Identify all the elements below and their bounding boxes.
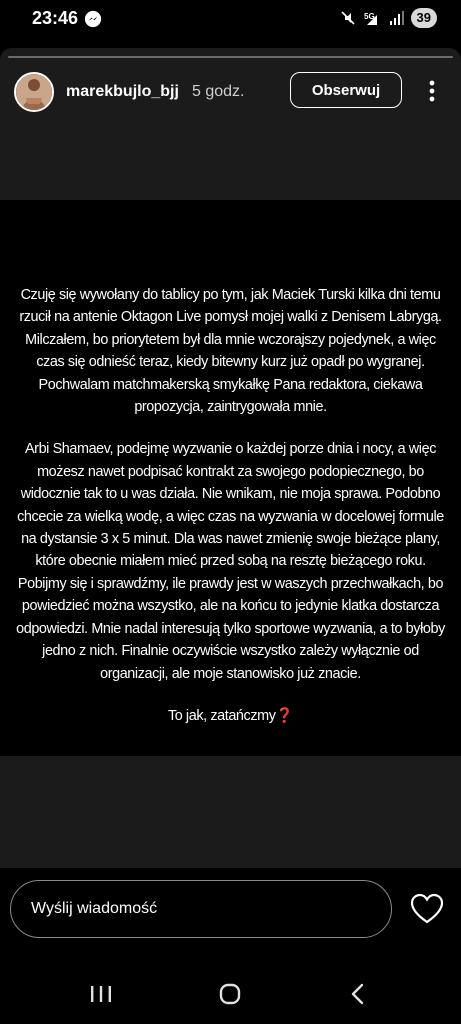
story-card xyxy=(0,48,461,968)
status-icons xyxy=(339,8,437,28)
back-icon[interactable] xyxy=(344,982,372,1006)
story-closing-line xyxy=(12,705,449,727)
story-paragraph-2: Arbi Shamaev, podejmę wyzwanie o każdej porze dnia i nocy, a więc możesz nawet podpisać kontrakt za swojego podopiecznego, bo widocznie tak to u was działa. Nie wnikam, nie moja sprawa. Podobno chcecie za wielką wodę, a więc czas na wyzwania w docelowej formule na dystansie 3 x 5 minut. Dla was nawet zmienię swoje bieżące plany, które obecnie miałem mieć przed sobą na resztę bieżącego roku. Pobijmy się i sprawdźmy, ile prawdy jest w waszych przechwałkach, bo powiedzieć można wszystko, ale na końcu to jedynie klatka dostarcza odpowiedzi. Mnie nadal interesują tylko sportowe wyzwania, a to byłoby jedno z nich. Finalnie oczywiście wszystko zależy wyłącznie od organizacji, ale moje stanowisko już znacie. xyxy=(16,441,445,682)
avatar[interactable] xyxy=(14,72,54,112)
recent-apps-icon[interactable] xyxy=(87,982,115,1006)
battery-indicator: 39 xyxy=(411,8,437,28)
messenger-icon xyxy=(84,10,102,28)
closing-text: To jak, zatańczmy xyxy=(167,707,276,724)
mute-icon xyxy=(339,9,357,27)
status-bar xyxy=(0,0,461,40)
story-text-panel xyxy=(0,200,461,756)
story-paragraph-1: Czuję się wywołany do tablicy po tym, jak Maciek Turski kilka dni temu rzucił na antenie Oktagon Live pomysł mojej walki z Denisem Labrygą. Milczałem, bo priorytetem był dla mnie wczorajszy pojedynek, a więc czas się odnieść teraz, kiedy bitewny kurz już opadł po wygranej. Pochwalam matchmakerską smykałkę Pana redaktora, ciekawa propozycja, zaintrygowała mnie. xyxy=(19,287,442,416)
svg-text:5G: 5G xyxy=(363,12,375,21)
status-time: 23:46 xyxy=(32,8,79,28)
system-nav-bar xyxy=(0,964,461,1024)
home-icon[interactable] xyxy=(216,982,244,1006)
more-options-icon[interactable] xyxy=(420,76,444,106)
send-message-input[interactable] xyxy=(10,880,392,938)
signal-icon xyxy=(389,9,405,27)
question-emoji-icon: ❓ xyxy=(275,707,294,724)
username[interactable]: marekbujlo_bjj xyxy=(66,83,179,100)
story-header xyxy=(0,70,461,116)
story-text xyxy=(12,284,449,747)
story-progress-bar xyxy=(8,56,453,58)
post-time: 5 godz. xyxy=(192,83,245,100)
bottom-area xyxy=(0,868,461,1024)
5g-icon xyxy=(363,9,383,27)
heart-icon[interactable] xyxy=(410,893,444,925)
follow-button[interactable]: Obserwuj xyxy=(290,72,402,108)
